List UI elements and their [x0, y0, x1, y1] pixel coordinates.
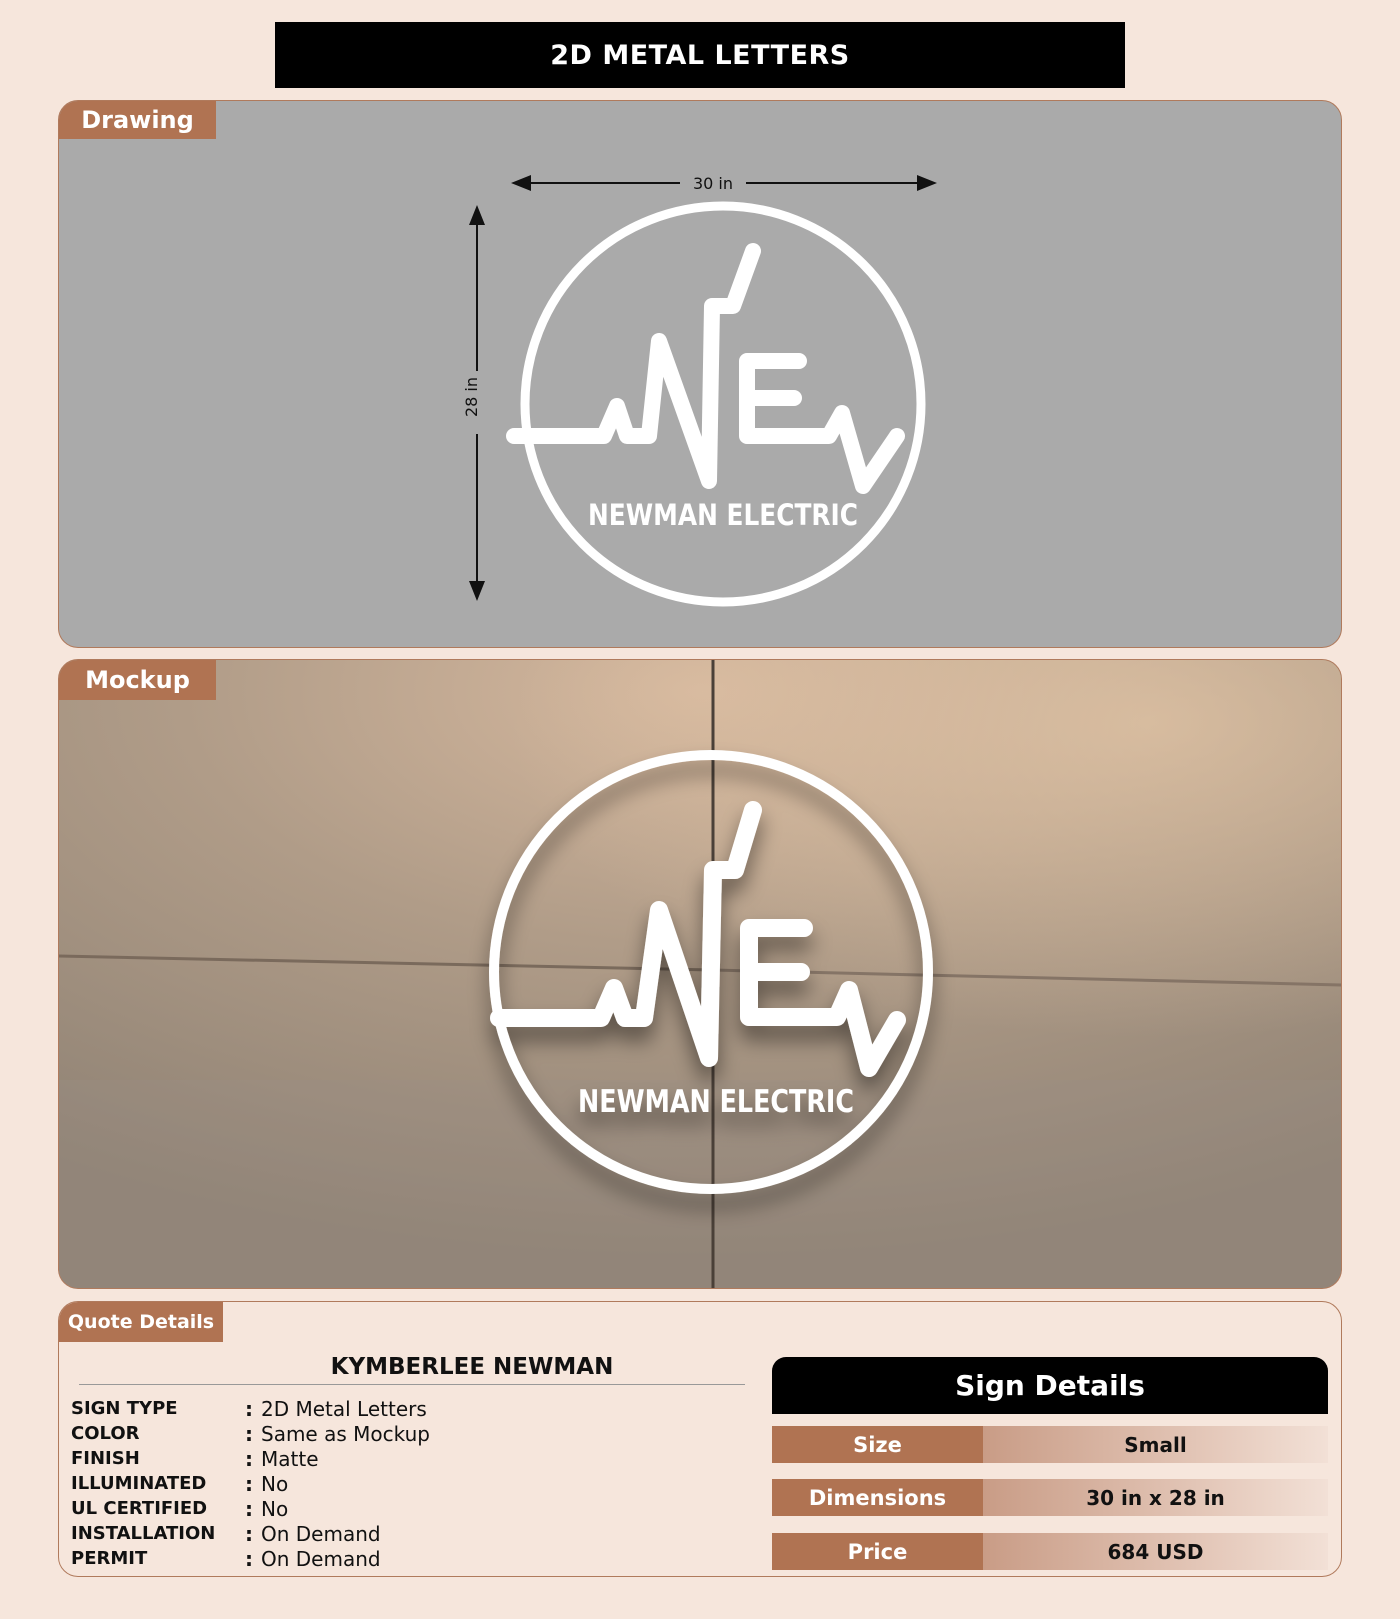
sign-detail-row-dimensions [772, 1479, 1328, 1516]
sign-detail-row-price [772, 1533, 1328, 1570]
sign-detail-value: Small [983, 1426, 1328, 1463]
spec-label: INSTALLATION [71, 1523, 216, 1544]
mockup-wall [59, 660, 1342, 1289]
spec-colon: : [245, 1396, 253, 1421]
spec-colon: : [245, 1496, 253, 1521]
spec-value: Matte [261, 1446, 319, 1471]
spec-label: COLOR [71, 1423, 140, 1444]
sign-detail-value: 684 USD [983, 1533, 1328, 1570]
sign-detail-label: Price [772, 1533, 983, 1570]
width-label: 30 in [692, 174, 734, 193]
spec-row-color [71, 1421, 430, 1446]
spec-row-ul-certified [71, 1496, 430, 1521]
spec-colon: : [245, 1546, 253, 1571]
sign-detail-label: Dimensions [772, 1479, 983, 1516]
spec-label: ILLUMINATED [71, 1473, 207, 1494]
mockup-tag: Mockup [59, 660, 216, 700]
spec-label: SIGN TYPE [71, 1398, 178, 1419]
drawing-panel [58, 100, 1342, 648]
spec-row-illuminated [71, 1471, 430, 1496]
spec-label: PERMIT [71, 1548, 148, 1569]
drawing-canvas [59, 101, 1342, 648]
spec-colon: : [245, 1446, 253, 1471]
drawing-tag: Drawing [59, 101, 216, 139]
spec-row-permit [71, 1546, 430, 1571]
quote-tag: Quote Details [59, 1302, 223, 1342]
sign-detail-row-size [772, 1426, 1328, 1463]
spec-colon: : [245, 1521, 253, 1546]
spec-value: Same as Mockup [261, 1421, 430, 1446]
spec-colon: : [245, 1471, 253, 1496]
spec-label: FINISH [71, 1448, 140, 1469]
spec-row-installation [71, 1521, 430, 1546]
spec-value: 2D Metal Letters [261, 1396, 427, 1421]
mockup-panel [58, 659, 1342, 1289]
sign-detail-value: 30 in x 28 in [983, 1479, 1328, 1516]
page-title: 2D METAL LETTERS [275, 22, 1125, 88]
spec-colon: : [245, 1421, 253, 1446]
spec-list [71, 1396, 430, 1571]
height-label: 28 in [462, 376, 481, 418]
height-dimension [462, 215, 481, 591]
client-name: KYMBERLEE NEWMAN [330, 1354, 614, 1380]
spec-row-finish [71, 1446, 430, 1471]
width-dimension [521, 174, 927, 193]
logo-drawing [514, 206, 921, 602]
spec-label: UL CERTIFIED [71, 1498, 208, 1519]
drawing-logo-text: NEWMAN ELECTRIC [588, 498, 858, 532]
sign-detail-label: Size [772, 1426, 983, 1463]
client-divider [79, 1384, 745, 1385]
spec-row-sign-type [71, 1396, 430, 1421]
quote-panel [58, 1301, 1342, 1577]
spec-value: On Demand [261, 1546, 381, 1571]
mockup-logo-text: NEWMAN ELECTRIC [578, 1084, 854, 1120]
spec-value: No [261, 1496, 289, 1521]
spec-value: On Demand [261, 1521, 381, 1546]
spec-value: No [261, 1471, 289, 1496]
sign-details-header: Sign Details [772, 1357, 1328, 1414]
